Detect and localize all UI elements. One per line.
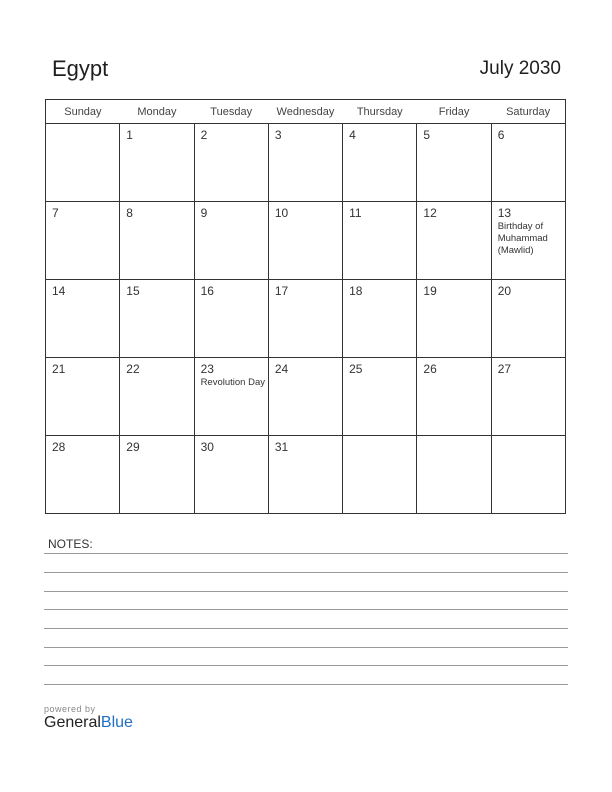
day-number: 13 bbox=[497, 206, 512, 220]
weekday-friday: Friday bbox=[417, 100, 491, 124]
day-cell bbox=[417, 280, 491, 358]
notes-line bbox=[44, 628, 568, 629]
day-cell bbox=[268, 358, 342, 436]
notes-line bbox=[44, 647, 568, 648]
day-cell bbox=[194, 436, 268, 514]
week-row bbox=[46, 280, 566, 358]
day-number: 4 bbox=[349, 128, 356, 142]
day-number: 8 bbox=[126, 206, 133, 220]
day-cell bbox=[343, 436, 417, 514]
notes-line bbox=[44, 553, 568, 554]
day-cell bbox=[491, 202, 565, 280]
day-number: 18 bbox=[349, 284, 363, 298]
day-cell bbox=[417, 436, 491, 514]
calendar-grid bbox=[45, 99, 566, 514]
day-number: 31 bbox=[274, 440, 289, 454]
day-number: 21 bbox=[52, 362, 66, 376]
holiday-label: Revolution Day bbox=[200, 377, 265, 388]
weekday-sunday: Sunday bbox=[46, 100, 120, 124]
day-cell bbox=[120, 436, 194, 514]
day-number: 7 bbox=[52, 206, 59, 220]
day-number: 12 bbox=[423, 206, 437, 220]
day-number: 19 bbox=[423, 284, 437, 298]
day-number: 6 bbox=[497, 128, 505, 142]
weekday-saturday: Saturday bbox=[491, 100, 565, 124]
day-number: 26 bbox=[423, 362, 437, 376]
country-title: Egypt bbox=[52, 56, 109, 81]
notes-line bbox=[44, 609, 568, 610]
day-cell bbox=[268, 202, 342, 280]
day-cell bbox=[491, 358, 565, 436]
day-number: 28 bbox=[52, 440, 66, 454]
day-number: 24 bbox=[274, 362, 289, 376]
day-cell bbox=[194, 358, 268, 436]
day-number: 30 bbox=[200, 440, 214, 454]
day-cell bbox=[46, 202, 120, 280]
day-number: 17 bbox=[274, 284, 289, 298]
brand-name bbox=[44, 714, 133, 732]
day-cell bbox=[120, 124, 194, 202]
month-title: July 2030 bbox=[479, 58, 561, 79]
day-cell bbox=[194, 202, 268, 280]
brand-general: General bbox=[44, 714, 101, 731]
notes-line bbox=[44, 665, 568, 666]
notes-line bbox=[44, 684, 568, 685]
day-cell bbox=[417, 202, 491, 280]
day-number: 2 bbox=[200, 128, 208, 142]
weekday-header-row bbox=[46, 100, 566, 124]
day-cell bbox=[268, 124, 342, 202]
day-cell bbox=[343, 358, 417, 436]
day-number: 15 bbox=[126, 284, 140, 298]
day-cell bbox=[268, 280, 342, 358]
powered-by-text: powered by bbox=[44, 704, 96, 714]
weekday-monday: Monday bbox=[120, 100, 194, 124]
day-cell bbox=[46, 280, 120, 358]
day-cell bbox=[343, 280, 417, 358]
day-number: 10 bbox=[274, 206, 289, 220]
day-cell bbox=[120, 358, 194, 436]
day-number: 11 bbox=[349, 206, 362, 220]
day-cell bbox=[268, 436, 342, 514]
day-number: 5 bbox=[423, 128, 431, 142]
weekday-thursday: Thursday bbox=[343, 100, 417, 124]
day-cell bbox=[120, 202, 194, 280]
day-cell bbox=[491, 280, 565, 358]
weekday-wednesday: Wednesday bbox=[268, 100, 342, 124]
day-number: 22 bbox=[126, 362, 140, 376]
day-cell bbox=[46, 358, 120, 436]
day-cell bbox=[343, 124, 417, 202]
day-number: 3 bbox=[274, 128, 282, 142]
day-cell bbox=[343, 202, 417, 280]
day-cell bbox=[120, 280, 194, 358]
day-cell bbox=[491, 436, 565, 514]
day-cell bbox=[417, 124, 491, 202]
day-cell bbox=[46, 436, 120, 514]
week-row bbox=[46, 124, 566, 202]
weekday-tuesday: Tuesday bbox=[194, 100, 268, 124]
generalblue-logo bbox=[44, 704, 133, 732]
notes-label: NOTES: bbox=[48, 537, 93, 551]
week-row bbox=[46, 358, 566, 436]
day-cell bbox=[46, 124, 120, 202]
week-row bbox=[46, 436, 566, 514]
notes-line bbox=[44, 572, 568, 573]
week-row bbox=[46, 202, 566, 280]
brand-blue: Blue bbox=[100, 714, 133, 731]
day-number: 25 bbox=[349, 362, 363, 376]
day-number: 16 bbox=[200, 284, 214, 298]
day-number: 27 bbox=[497, 362, 512, 376]
day-number: 1 bbox=[126, 128, 133, 142]
holiday-label: Birthday of Muhammad (Mawlid) bbox=[497, 221, 548, 256]
day-number: 29 bbox=[126, 440, 140, 454]
notes-line bbox=[44, 591, 568, 592]
day-number: 14 bbox=[52, 284, 66, 298]
day-number: 23 bbox=[200, 362, 214, 376]
day-cell bbox=[491, 124, 565, 202]
day-number: 9 bbox=[200, 206, 208, 220]
day-cell bbox=[417, 358, 491, 436]
day-cell bbox=[194, 124, 268, 202]
day-number: 20 bbox=[497, 284, 512, 298]
day-cell bbox=[194, 280, 268, 358]
